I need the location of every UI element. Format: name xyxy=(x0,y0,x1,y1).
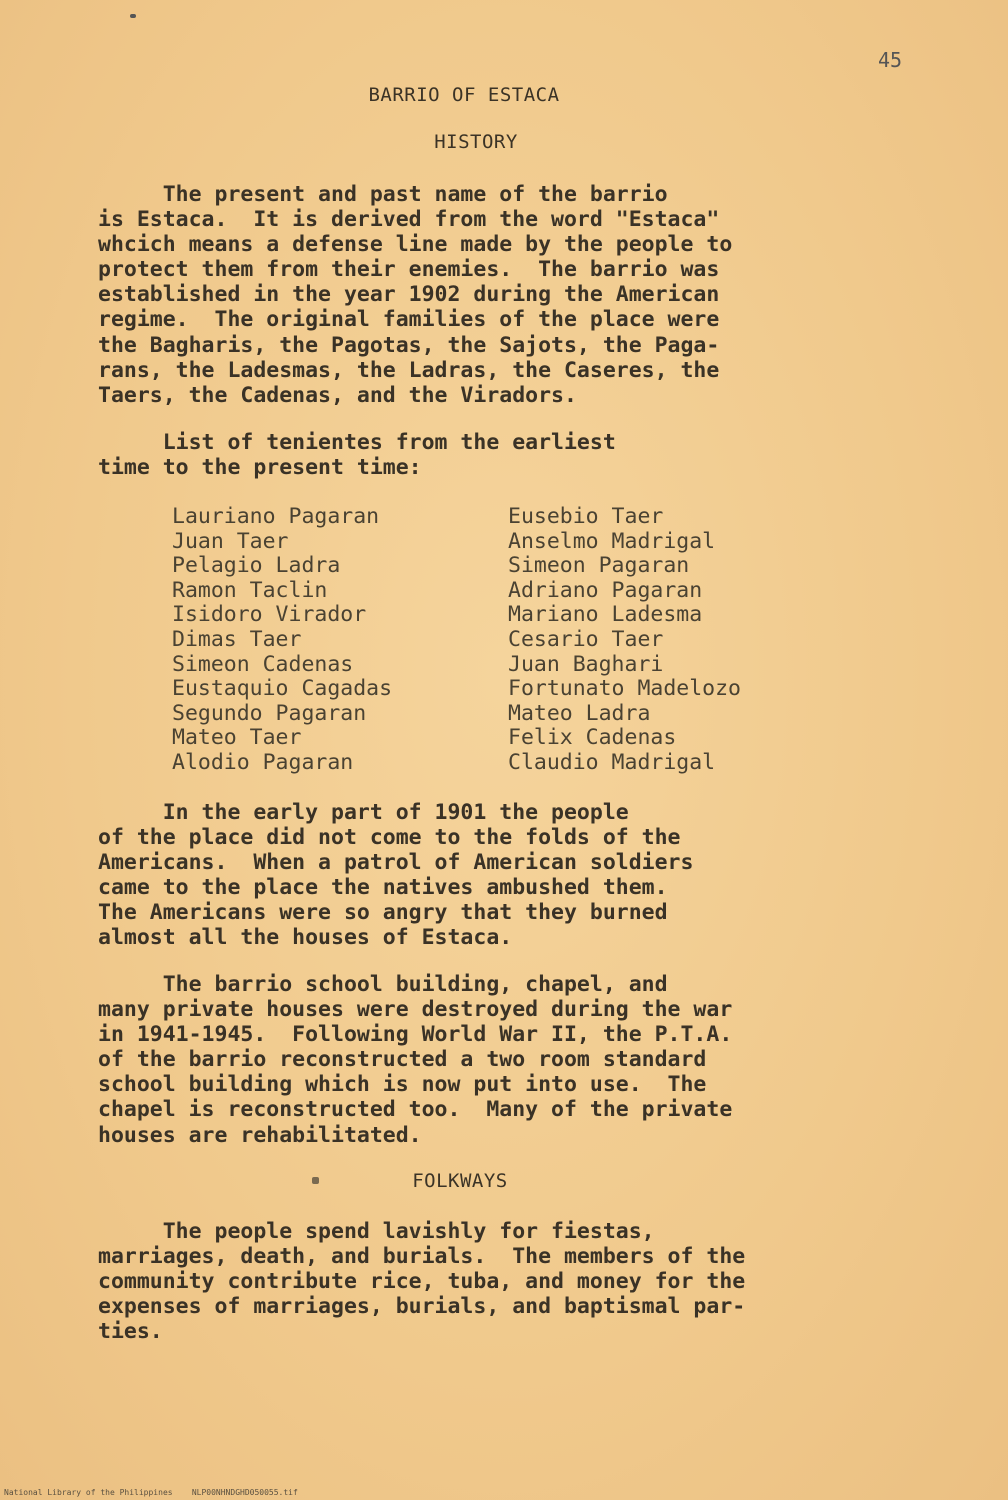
list-item: Dimas Taer xyxy=(172,626,302,652)
paragraph-tenientes-intro: List of tenientes from the earliest time to the present time: xyxy=(98,430,616,481)
list-item: Anselmo Madrigal xyxy=(508,528,716,554)
list-item: Simeon Pagaran xyxy=(508,553,690,579)
list-item: Juan Baghari xyxy=(508,651,664,677)
list-item: Adriano Pagaran xyxy=(508,577,703,603)
list-item: Mateo Taer xyxy=(172,725,302,751)
list-item: Felix Cadenas xyxy=(508,725,677,751)
footer-credit: National Library of the Philippines NLP00NHNDGHD050055.tif xyxy=(4,1488,298,1497)
list-item: Segundo Pagaran xyxy=(172,700,367,726)
list-item: Cesario Taer xyxy=(508,626,664,652)
list-item: Pelagio Ladra xyxy=(172,553,341,579)
paragraph-folkways: The people spend lavishly for fiestas, marriages, death, and burials. The members of the community contribute rice, tuba, and money for the expenses of marriages, burials, and baptismal par- ties. xyxy=(98,1219,746,1345)
list-item: Mariano Ladesma xyxy=(508,602,703,628)
list-item: Isidoro Virador xyxy=(172,602,367,628)
page-title: BARRIO OF ESTACA xyxy=(368,84,560,106)
paragraph-american-conflict: In the early part of 1901 the people of the place did not come to the folds of the Americans. When a patrol of American soldiers came to the place the natives ambushed them. The Americans were so angry that they burned almost all the houses of Estaca. xyxy=(98,800,694,951)
list-item: Fortunato Madelozo xyxy=(508,676,741,702)
list-item: Simeon Cadenas xyxy=(172,651,354,677)
tenientes-list-left xyxy=(172,505,392,776)
list-item: Eusebio Taer xyxy=(508,504,664,529)
list-item: Juan Taer xyxy=(172,528,289,554)
page-number: 45 xyxy=(878,48,903,72)
paragraph-history: The present and past name of the barrio is Estaca. It is derived from the word "Estaca" whcich means a defense line made by the people to protect them from their enemies. The barrio was established in the year 1902 during the American regime. The original families of the place were the Bagharis, the Pagotas, the Sajots, the Paga- rans, the Ladesmas, the Ladras, the Caseres, the Taers, the Cadenas, and the Viradors. xyxy=(98,182,733,408)
list-item: Claudio Madrigal xyxy=(508,749,716,775)
section-heading-history: HISTORY xyxy=(434,131,518,153)
tenientes-list-right xyxy=(508,505,741,776)
list-item: Lauriano Pagaran xyxy=(172,504,380,529)
ink-speck xyxy=(130,14,136,18)
list-item: Eustaquio Cagadas xyxy=(172,676,393,702)
ink-speck xyxy=(312,1177,319,1184)
list-item: Mateo Ladra xyxy=(508,700,651,726)
section-heading-folkways: FOLKWAYS xyxy=(412,1170,508,1192)
list-item: Alodio Pagaran xyxy=(172,749,354,775)
list-item: Ramon Taclin xyxy=(172,577,328,603)
paragraph-reconstruction: The barrio school building, chapel, and many private houses were destroyed during the war in 1941-1945. Following World War II, the P.T.A. of the barrio reconstructed a two room standard school building which is now put into use. The chapel is reconstructed too. Many of the private houses are rehabilitated. xyxy=(98,972,733,1148)
